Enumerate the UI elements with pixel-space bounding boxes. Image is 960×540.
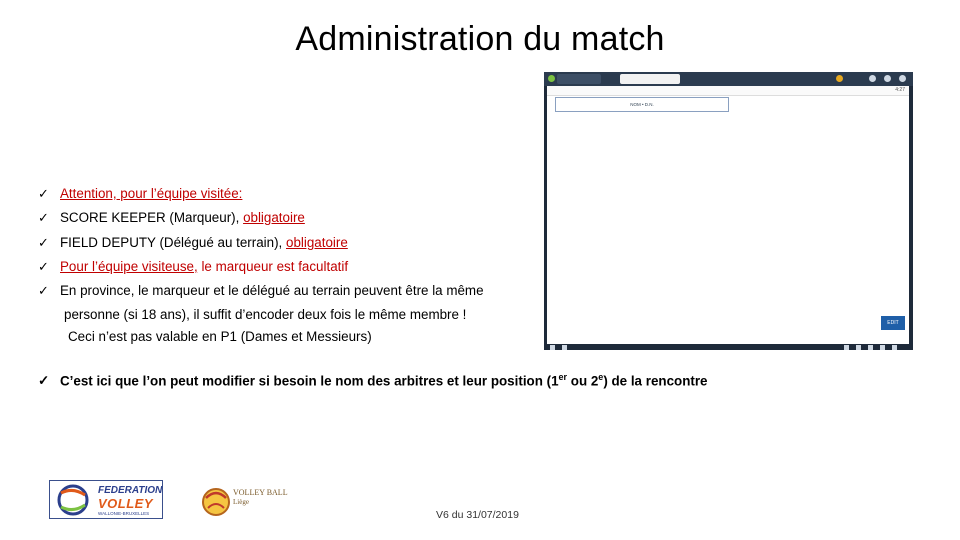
bullet-item	[38, 206, 484, 230]
referee-name-field[interactable]: NOM • D.N.	[555, 97, 729, 112]
check-icon: ✓	[38, 210, 49, 226]
check-icon: ✓	[38, 258, 49, 274]
federation-volley-logo: FEDERATION VOLLEY WALLONIE-BRUXELLES	[49, 480, 163, 519]
minimize-icon[interactable]	[884, 75, 891, 82]
bullet-text: le marqueur est facultatif	[197, 258, 349, 274]
page-title: Administration du match	[295, 20, 665, 58]
bullet-text: SCORE KEEPER (Marqueur),	[60, 210, 244, 226]
volleyball-flame-icon	[200, 478, 232, 520]
bullet-continuation-line-1: personne (si 18 ans), il suffit d’encoder deux fois le même membre !	[64, 307, 467, 322]
home-icon[interactable]	[562, 345, 567, 350]
bullet-text: obligatoire	[243, 210, 305, 226]
app-screenshot	[544, 72, 913, 350]
bullet-text: Pour l’équipe visiteuse,	[60, 258, 198, 274]
bullet-text: Attention, pour l’équipe visitée:	[60, 186, 243, 201]
bullet-text: obligatoire	[286, 234, 348, 250]
app-content	[547, 86, 909, 344]
bullet-continuation-line-2: Ceci n’est pas valable en P1 (Dames et Messieurs)	[68, 329, 372, 344]
version-footer: V6 du 31/07/2019	[436, 509, 519, 521]
taskbar	[544, 344, 913, 350]
close-icon[interactable]	[899, 75, 906, 82]
bullet-item	[38, 231, 484, 255]
app-header-bar	[547, 86, 909, 96]
tray-icon[interactable]	[868, 345, 873, 350]
check-icon: ✓	[38, 283, 49, 299]
start-icon[interactable]	[550, 345, 555, 350]
bullet-text: FIELD DEPUTY (Délégué au terrain),	[60, 234, 286, 250]
browser-tab-active[interactable]	[620, 74, 680, 84]
browser-tab[interactable]	[557, 74, 601, 84]
bullet-text: En province, le marqueur et le délégué au terrain peuvent être la même	[60, 283, 484, 299]
clock: 4:27	[895, 87, 905, 93]
bullet-list	[38, 182, 484, 303]
check-icon: ✓	[38, 373, 50, 389]
tray-icon[interactable]	[844, 345, 849, 350]
volleyball-logo-icon	[53, 483, 97, 517]
check-icon: ✓	[38, 234, 49, 250]
browser-tab-bar	[544, 72, 913, 86]
check-icon: ✓	[38, 186, 49, 201]
bullet-item	[38, 279, 484, 303]
volley-ball-liege-logo: VOLLEY BALL Liège	[200, 478, 310, 522]
bullet-item	[38, 255, 484, 279]
tray-icon[interactable]	[880, 345, 885, 350]
edit-button[interactable]: EDIT	[881, 316, 905, 330]
bullet-item	[38, 182, 484, 206]
tray-icon[interactable]	[856, 345, 861, 350]
extension-icon[interactable]	[836, 75, 843, 82]
app-icon	[548, 75, 555, 82]
note-line: ✓ C’est ici que l’on peut modifier si besoin le nom des arbitres et leur position (1er ou 2e) de la rencontre	[38, 372, 708, 389]
menu-icon[interactable]	[869, 75, 876, 82]
tray-icon[interactable]	[892, 345, 897, 350]
